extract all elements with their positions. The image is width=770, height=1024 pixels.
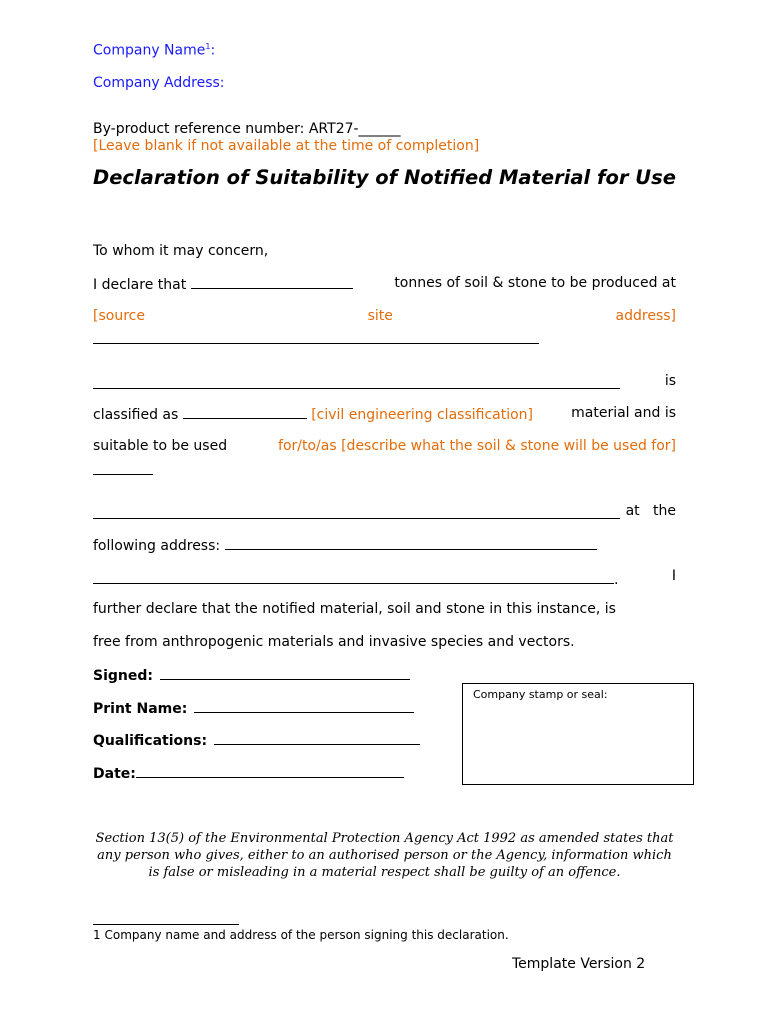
period-i-line	[93, 568, 676, 588]
signed-label: Signed:	[93, 668, 153, 684]
qualifications-field[interactable]	[214, 731, 420, 745]
use-address-field-2[interactable]	[93, 568, 614, 584]
qualifications-label: Qualifications:	[93, 733, 208, 749]
footnote-marker: 1	[205, 42, 211, 51]
civil-classification-hint: [civil engineering classification]	[311, 407, 534, 423]
use-address-field-1[interactable]	[225, 536, 597, 550]
date-field[interactable]	[136, 764, 404, 778]
company-stamp-box[interactable]	[462, 683, 694, 785]
material-and-is-text: material and is	[571, 405, 676, 421]
print-name-row	[93, 699, 414, 717]
source-text: [source	[93, 308, 145, 324]
at-the-line	[93, 503, 676, 519]
classified-line	[93, 405, 676, 423]
source-site-address-line	[93, 308, 676, 324]
company-name-colon: :	[210, 42, 216, 59]
footnote-divider	[93, 924, 239, 925]
source-address-field-2[interactable]	[93, 373, 620, 389]
following-address-line	[93, 536, 676, 554]
declare-line	[93, 275, 676, 293]
following-address-text: following address:	[93, 538, 221, 554]
site-text: site	[367, 308, 393, 324]
use-field-1[interactable]	[93, 474, 153, 475]
stamp-label: Company stamp or seal:	[473, 688, 608, 701]
byproduct-reference: By-product reference number: ART27-______	[93, 121, 401, 137]
suitable-to-text: suitable to be used	[93, 438, 228, 454]
footnote	[93, 928, 509, 942]
is-line	[93, 373, 676, 389]
signed-row	[93, 666, 410, 684]
company-name-text: Company Name	[93, 42, 206, 59]
at-the-text: at the	[625, 503, 676, 519]
declare-text-1: I declare that	[93, 277, 187, 293]
classification-field[interactable]	[183, 405, 307, 419]
declare-text-2: tonnes of soil & stone to be produced at	[394, 275, 676, 291]
template-version: Template Version 2	[512, 956, 646, 972]
print-name-label: Print Name:	[93, 701, 188, 717]
document-title: Declaration of Suitability of Notified Material for Use	[93, 166, 676, 189]
company-name-label	[93, 42, 215, 59]
date-label: Date:	[93, 766, 136, 782]
source-address-field-1[interactable]	[93, 343, 539, 344]
classified-as-text: classified as	[93, 407, 179, 423]
further-declare-text: further declare that the notified material, soil and stone in this instance, is	[93, 601, 616, 617]
i-text: I	[671, 568, 676, 584]
use-field-2[interactable]	[93, 503, 620, 519]
salutation: To whom it may concern,	[93, 243, 269, 259]
footnote-number: 1	[93, 928, 101, 942]
tonnes-field[interactable]	[191, 275, 353, 289]
company-address-label: Company Address:	[93, 75, 225, 91]
qualifications-row	[93, 731, 420, 749]
use-description-hint: for/to/as [describe what the soil & stone will be used for]	[278, 438, 676, 454]
statutory-notice: Section 13(5) of the Environmental Protection Agency Act 1992 as amended states that any person who gives, either to an authorised person or the Agency, information which is false or misleading in a material respect shall be guilty of an offence.	[95, 831, 674, 880]
free-from-text: free from anthropogenic materials and invasive species and vectors.	[93, 634, 575, 650]
suitable-line	[93, 438, 676, 454]
signed-field[interactable]	[160, 666, 410, 680]
print-name-field[interactable]	[194, 699, 414, 713]
period-text: .	[614, 572, 619, 588]
footnote-text: Company name and address of the person signing this declaration.	[104, 928, 509, 942]
is-text: is	[664, 373, 676, 389]
date-row	[93, 764, 404, 782]
address-text: address]	[615, 308, 676, 324]
leave-blank-note: [Leave blank if not available at the time of completion]	[93, 138, 480, 154]
